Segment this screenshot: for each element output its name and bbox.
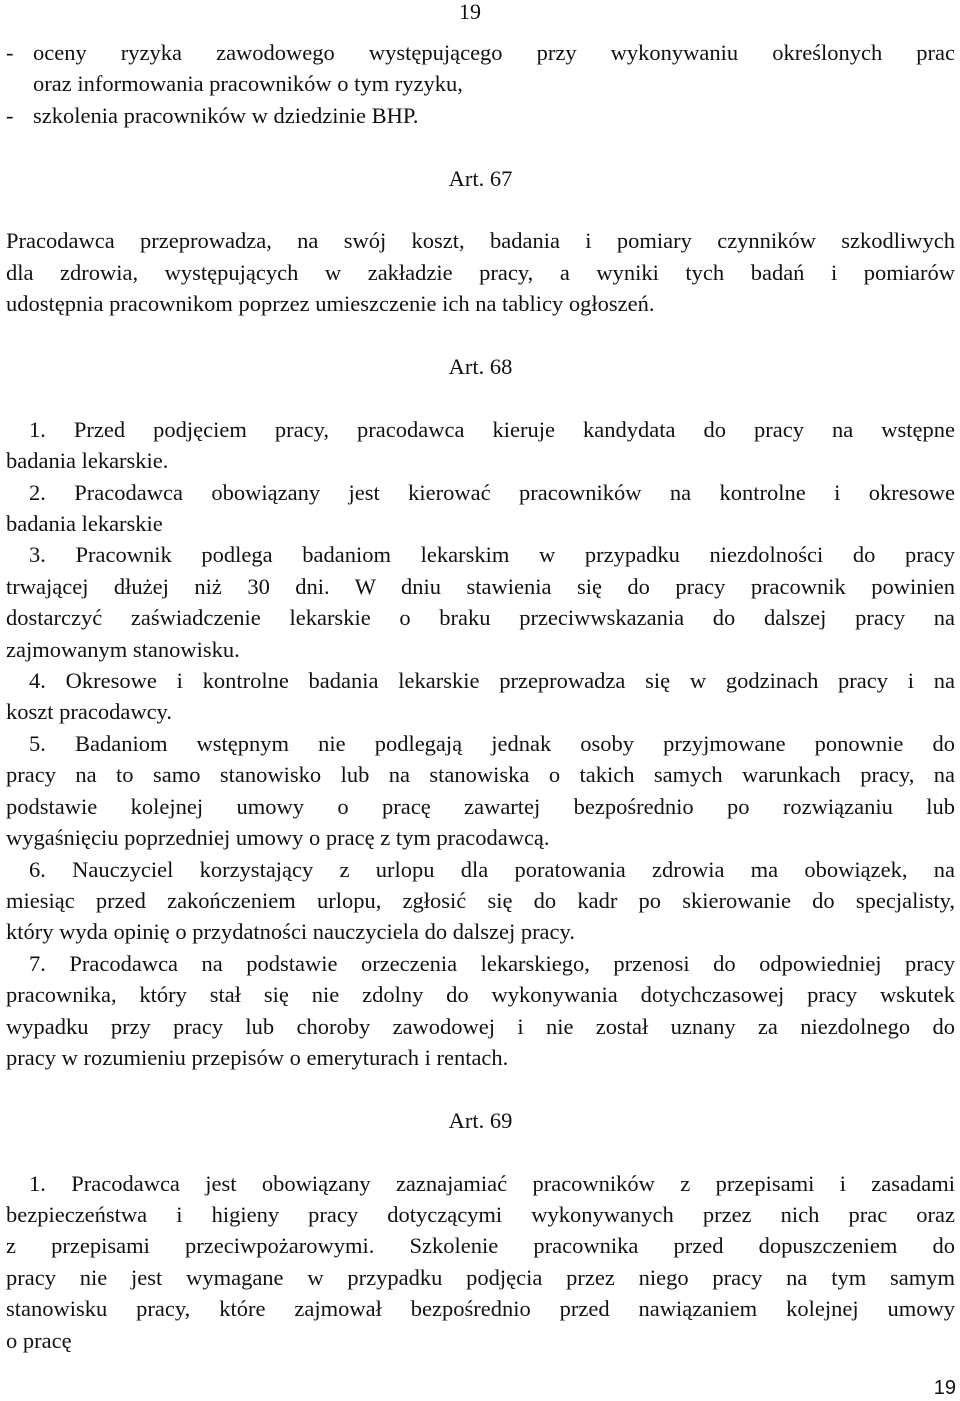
point-3-line-3: dostarczyć zaświadczenie lekarskie o braku przeciwwskazania do dalszej pracy na	[6, 605, 955, 631]
art69-point-1-line-3: z przepisami przeciwpożarowymi. Szkolenie pracownika przed dopuszczeniem do	[6, 1233, 955, 1259]
point-5-line-2: pracy na to samo stanowisko lub na stanowiska o takich samych warunkach pracy, na	[6, 762, 955, 788]
point-number: 4.	[29, 668, 46, 694]
article-67-body	[6, 225, 955, 319]
point-3-line-4: zajmowanym stanowisku.	[6, 636, 240, 662]
article-heading-68: Art. 68	[448, 354, 513, 380]
point-6-line-3: który wyda opinię o przydatności nauczyciela do dalszej pracy.	[6, 919, 575, 945]
list-bullet: -	[6, 40, 14, 65]
point-number: 1.	[29, 1170, 46, 1196]
point-3-line-1: 3. Pracownik podlega badaniom lekarskim w przypadku niezdolności do pracy	[29, 542, 956, 568]
point-6-line-2: miesiąc przed zakończeniem urlopu, zgłosić się do kadr po skierowanie do specjalisty,	[6, 887, 955, 913]
point-number: 1.	[29, 416, 46, 442]
document-body	[6, 37, 955, 1356]
point-number: 7.	[29, 950, 46, 976]
point-7-line-1: 7. Pracodawca na podstawie orzeczenia lekarskiego, przenosi do odpowiedniej pracy	[29, 950, 955, 976]
point-1-line-2: badania lekarskie.	[6, 448, 169, 474]
point-1-line-1: 1. Przed podjęciem pracy, pracodawca kieruje kandydata do pracy na wstępne	[29, 416, 956, 442]
point-5-line-1: 5. Badaniom wstępnym nie podlegają jednak osoby przyjmowane ponownie do	[29, 730, 955, 756]
point-number: 2.	[29, 479, 46, 505]
point-3-line-2: trwającej dłużej niż 30 dni. W dniu stawienia się do pracy pracownik powinien	[6, 573, 955, 599]
art69-point-1-line-2: bezpieczeństwa i higieny pracy dotyczącymi wykonywanych przez nich prac oraz	[6, 1201, 955, 1227]
point-6-line-1: 6. Nauczyciel korzystający z urlopu dla poratowania zdrowia ma obowiązek, na	[29, 856, 955, 882]
art69-point-1-line-6: o pracę	[6, 1327, 72, 1353]
page-number-bottom: 19	[933, 1377, 956, 1399]
point-number: 5.	[29, 730, 46, 756]
point-7-line-4: pracy w rozumieniu przepisów o emeryturach i rentach.	[6, 1044, 509, 1070]
list-bullet: -	[6, 102, 14, 128]
intro-item-1-line-1: - oceny ryzyka zawodowego występującego przy wykonywaniu określonych prac	[6, 37, 955, 68]
article-heading-69: Art. 69	[448, 1107, 513, 1133]
paragraph-line: udostępnia pracownikom poprzez umieszczenie ich na tablicy ogłoszeń.	[6, 291, 655, 317]
point-2-line-2: badania lekarskie	[6, 511, 163, 537]
point-4-line-2: koszt pracodawcy.	[6, 699, 172, 725]
intro-item-1-line-2: oraz informowania pracowników o tym ryzyku,	[33, 71, 463, 97]
point-7-line-3: wypadku przy pracy lub choroby zawodowej i nie został uznany za niezdolnego do	[6, 1013, 955, 1039]
paragraph-line: dla zdrowia, występujących w zakładzie pracy, a wyniki tych badań i pomiarów	[6, 259, 955, 285]
point-2-line-1: 2. Pracodawca obowiązany jest kierować pracowników na kontrolne i okresowe	[29, 479, 956, 505]
art69-point-1-line-1: 1. Pracodawca jest obowiązany zaznajamiać pracowników z przepisami i zasadami	[29, 1170, 956, 1196]
article-68-body	[6, 414, 955, 1074]
intro-item-2-line-1: - szkolenia pracowników w dziedzinie BHP.	[6, 100, 955, 131]
point-number: 3.	[29, 542, 46, 568]
point-4-line-1: 4. Okresowe i kontrolne badania lekarskie przeprowadza się w godzinach pracy i na	[29, 668, 956, 694]
point-number: 6.	[29, 856, 46, 882]
article-69-body	[6, 1168, 955, 1356]
point-5-line-3: podstawie kolejnej umowy o pracę zawartej bezpośrednio po rozwiązaniu lub	[6, 793, 955, 819]
intro-list	[6, 37, 955, 131]
page-number-top: 19	[459, 0, 481, 24]
art69-point-1-line-4: pracy nie jest wymagane w przypadku podjęcia przez niego pracy na tym samym	[6, 1264, 955, 1290]
point-7-line-2: pracownika, który stał się nie zdolny do wykonywania dotychczasowej pracy wskutek	[6, 982, 955, 1008]
paragraph-line: Pracodawca przeprowadza, na swój koszt, badania i pomiary czynników szkodliwych	[6, 228, 955, 254]
art69-point-1-line-5: stanowisku pracy, które zajmował bezpośrednio przed nawiązaniem kolejnej umowy	[6, 1296, 955, 1322]
point-5-line-4: wygaśnięciu poprzedniej umowy o pracę z tym pracodawcą.	[6, 825, 550, 851]
article-heading-67: Art. 67	[448, 165, 513, 191]
